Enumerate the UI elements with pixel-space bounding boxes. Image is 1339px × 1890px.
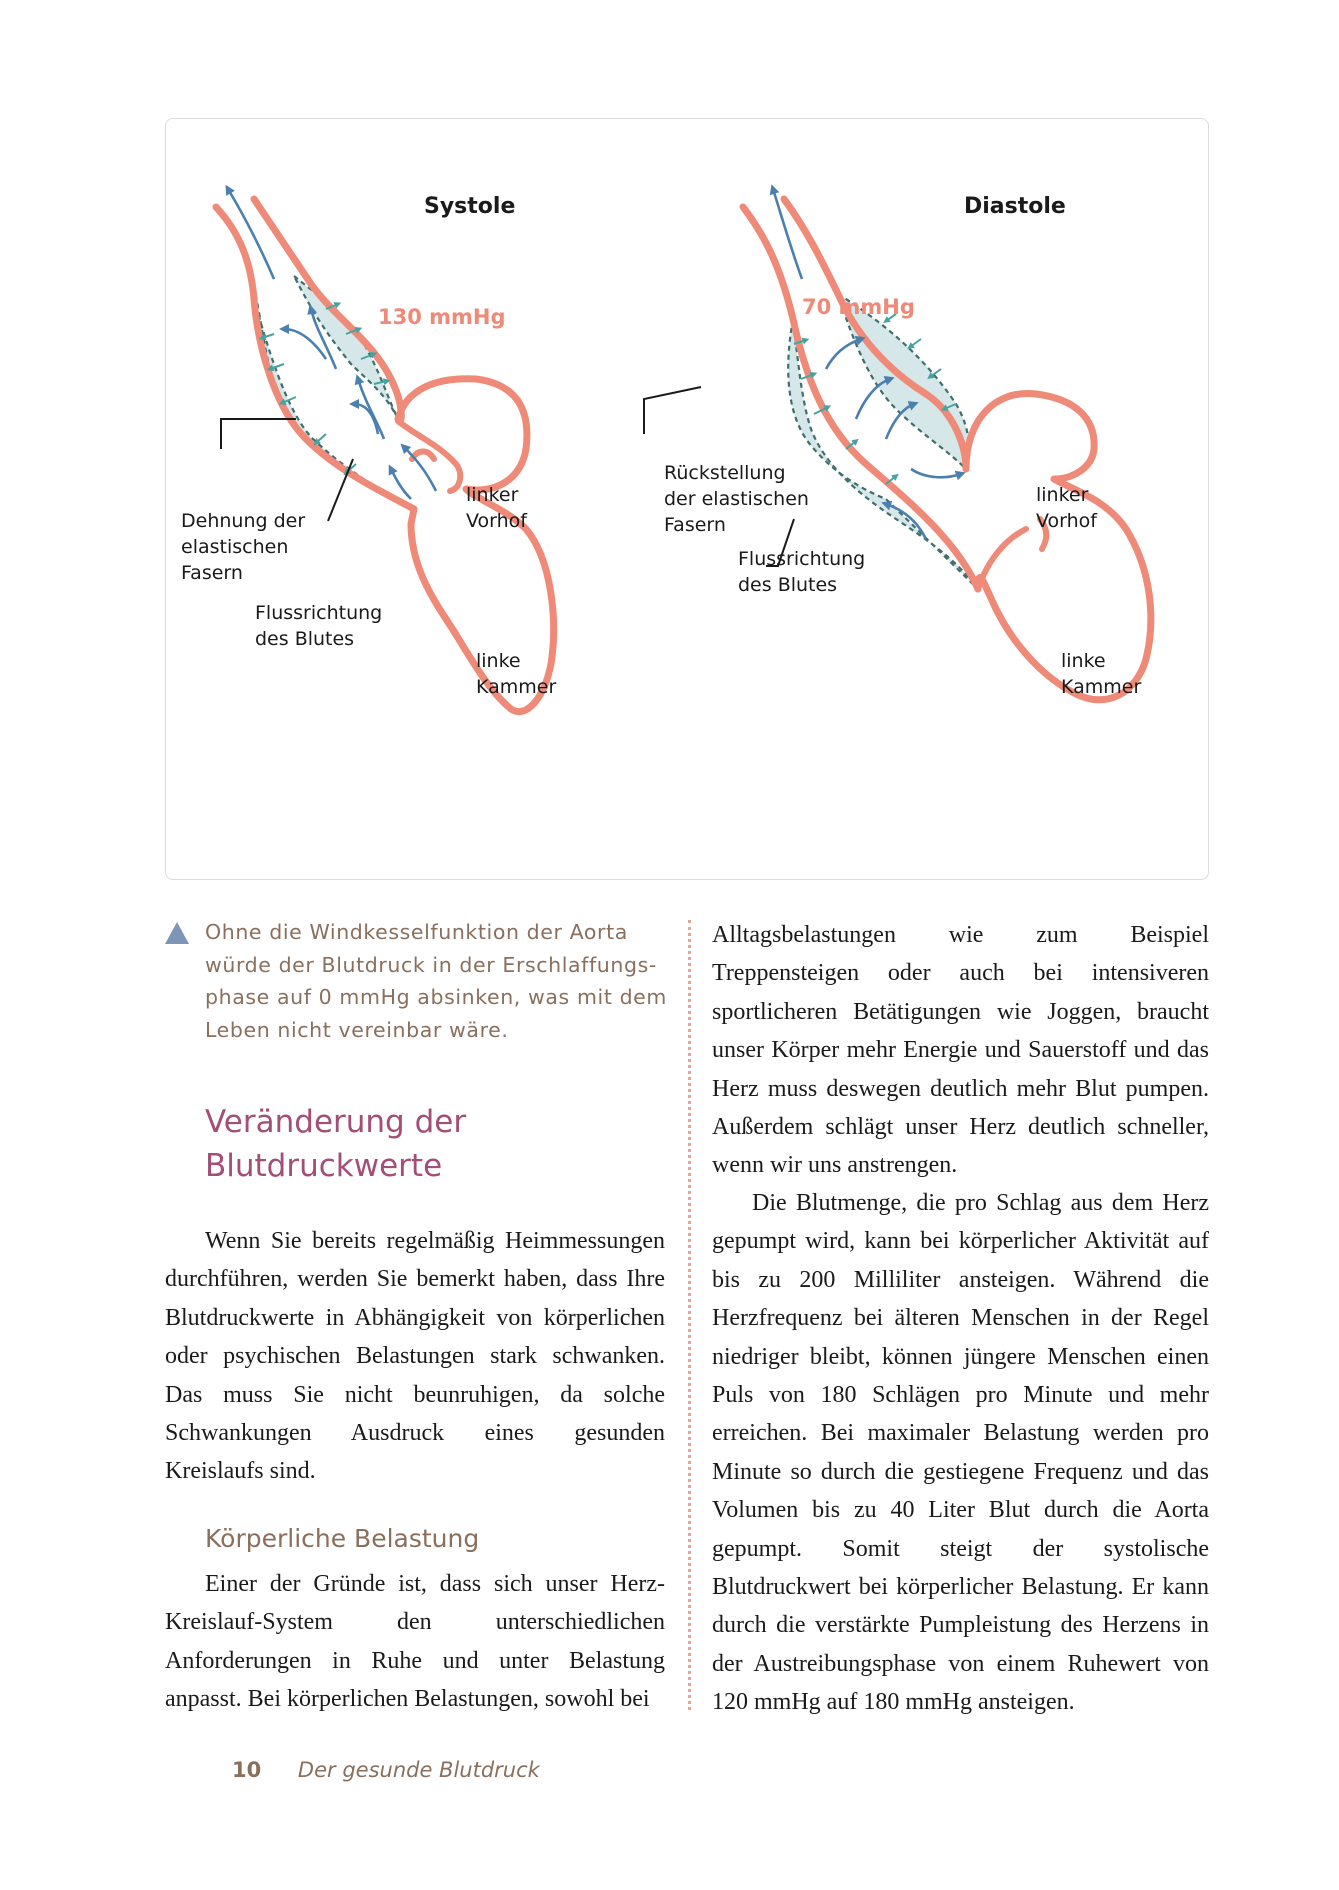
- paragraph-adaptation: Einer der Gründe ist, dass sich unser Herz-Kreislauf-System den unterschiedlichen Anforderungen in Ruhe und unter Belastung anpasst. Bei körperlichen Belastungen, sowohl bei: [165, 1571, 665, 1713]
- sub-heading-physical-stress: Körperliche Belastung: [205, 1524, 480, 1553]
- diastole-fibers-leader: [644, 387, 701, 434]
- diastole-heart-outline: [966, 393, 1151, 699]
- paragraph-everyday-stress: Alltagsbelastungen wie zum Beispiel Treppensteigen oder auch bei intensiveren sportlicheren Betätigungen wie Joggen, braucht unser Körper mehr Energie und Sauerstoff und das Herz muss deswegen deutlich mehr Blut pumpen. Außerdem schlägt unser Herz deutlich schneller, wenn wir uns anstrengen.: [712, 922, 1209, 1179]
- diastole-diagram: [644, 189, 1151, 700]
- systole-fibers-label: Dehnung der elastischen Fasern: [181, 510, 306, 584]
- column-divider: [688, 920, 691, 1710]
- section-heading: Veränderung der Blutdruckwerte: [205, 1104, 467, 1184]
- figure-box: [165, 118, 1209, 880]
- running-title: Der gesunde Blutdruck: [297, 1758, 540, 1782]
- figure-caption: [165, 916, 675, 1046]
- paragraph-home-measurement: Wenn Sie bereits regelmäßig Heimmessungen durchführen, werden Sie bemerkt haben, dass Ihre Blutdruckwerte in Abhängigkeit von körperlichen oder psychischen Belastungen stark schwanken. Das muss Sie nicht beunruhigen, da solche Schwankungen Ausdruck eines gesunden Kreislaufs sind.: [165, 1228, 665, 1485]
- systole-fibers-leader: [221, 419, 296, 449]
- heart-diagram: [166, 119, 1210, 881]
- diastole-ventricle-label: linke Kammer: [1061, 650, 1142, 698]
- diastole-flow-label: Flussrichtung des Blutes: [738, 548, 866, 596]
- page-footer: [232, 1758, 540, 1788]
- diastole-atrium-label: linker Vorhof: [1036, 484, 1097, 532]
- systole-expanded-wall-right: [294, 276, 398, 419]
- caption-text: Ohne die Windkesselfunktion der Aorta würde der Blutdruck in der Erschlaffungsphase auf 0 mmHg absinken, was mit dem Leben nicht vereinbar wäre.: [205, 920, 667, 1042]
- systole-title: Systole: [424, 194, 516, 219]
- systole-aorta-wall-left: [216, 207, 414, 509]
- diastole-fibers-label: Rückstellung der elastischen Fasern: [664, 462, 809, 536]
- caption-triangle-icon: [165, 922, 189, 944]
- paragraph-blood-volume: Die Blutmenge, die pro Schlag aus dem Herz gepumpt wird, kann bei körperlicher Aktivität auf bis zu 200 Milliliter ansteigen. Während die Herzfrequenz bei älteren Menschen in der Regel niedriger bleibt, können jüngere Menschen einen Puls von 180 Schlägen pro Minute und mehr erreichen. Bei maximaler Belastung werden pro Minute so durch die gestiegene Frequenz und das Volumen bis zu 40 Liter Blut durch die Aorta gepumpt. Somit steigt der systolische Blutdruckwert bei körperlicher Belastung. Er kann durch die verstärkte Pumpleistung des Herzens in der Austreibungsphase von einem Ruhewert von 120 mmHg auf 180 mmHg ansteigen.: [712, 1190, 1209, 1716]
- systole-ventricle-label: linke Kammer: [476, 650, 557, 698]
- systole-pressure: 130 mmHg: [378, 305, 506, 329]
- systole-atrium-label: linker Vorhof: [466, 484, 527, 532]
- systole-diagram: [181, 189, 556, 712]
- diastole-title: Diastole: [964, 194, 1066, 219]
- systole-flow-label: Flussrichtung des Blutes: [255, 602, 383, 650]
- diastole-pressure: 70 mmHg: [802, 295, 915, 319]
- page-number: 10: [232, 1758, 262, 1782]
